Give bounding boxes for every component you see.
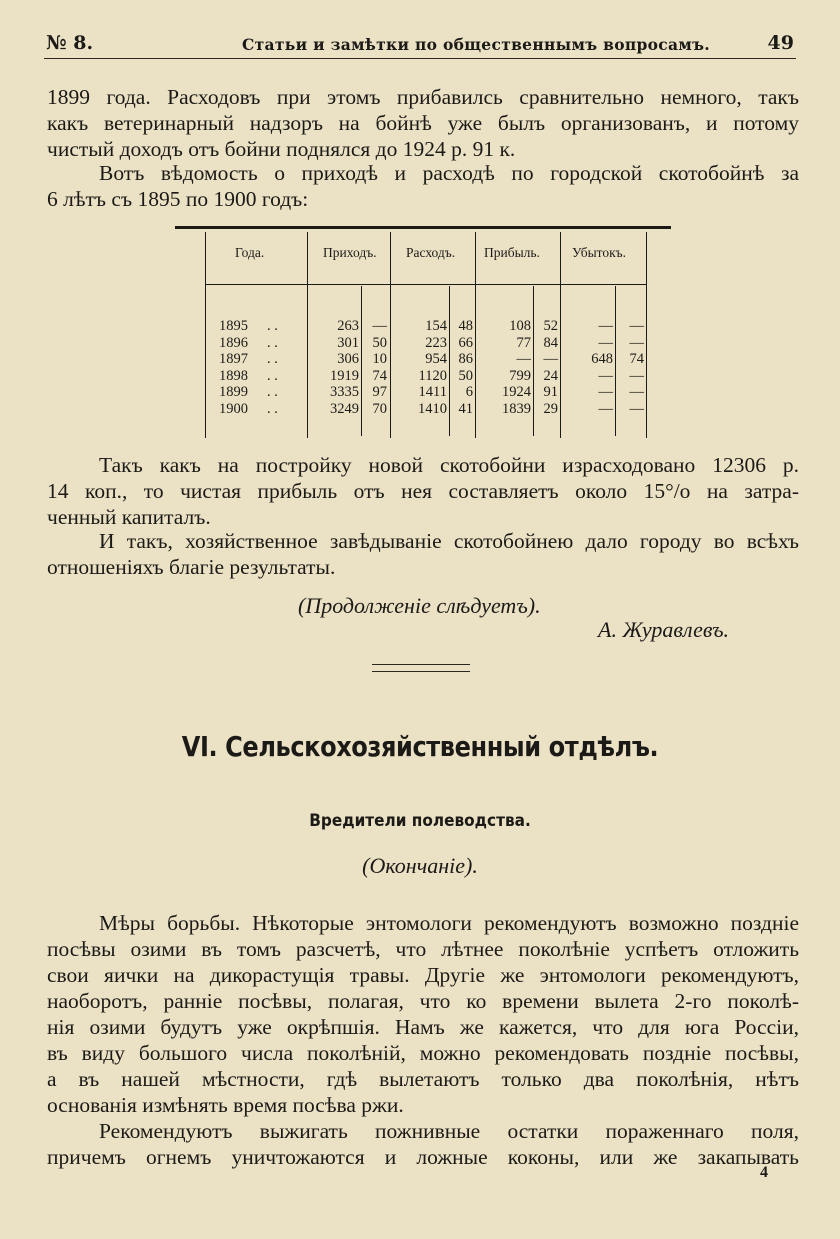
table-cell-los-k: —	[629, 318, 644, 334]
table-cell-pro-r: 1924	[502, 384, 531, 401]
text-line: Такъ какъ на постройку новой скотобойни израсходовано 12306 р.	[99, 453, 799, 477]
table-cell-los-k: —	[629, 334, 644, 351]
header-profit: Прибыль.	[484, 245, 540, 260]
table-cell-pro-k: 52	[543, 318, 558, 334]
table-cell-los-r: —	[598, 334, 613, 351]
table-cell-exp-r: 954	[425, 351, 447, 368]
table-cell-inc-k: 10	[372, 351, 387, 368]
table-cell-dots: . .	[267, 367, 278, 384]
table-cell-exp-r: 154	[425, 318, 447, 334]
header-loss: Убытокъ.	[572, 245, 627, 260]
table-cell-inc-k: 97	[372, 384, 387, 401]
table-cell-inc-r: 3335	[330, 384, 359, 401]
table-cell-pro-k: —	[543, 351, 558, 368]
text-line: основанія измѣнять время посѣва ржи.	[47, 1093, 404, 1117]
table-cell-los-k: —	[629, 367, 644, 384]
table-cell-exp-k: 86	[458, 351, 473, 368]
header-rule	[205, 284, 647, 285]
text-line: а въ нашей мѣстности, гдѣ вылетаютъ только два поколѣнія, нѣтъ	[47, 1067, 799, 1091]
continued-note: (Продолженіе слѣдуетъ).	[298, 593, 541, 618]
table-cell-dots: . .	[267, 334, 278, 351]
table-cell-pro-r: 77	[516, 334, 531, 351]
table-border	[646, 232, 647, 438]
section-divider	[372, 664, 470, 672]
table-cell-dots: . .	[267, 318, 278, 334]
section-title: VI. Сельскохозяйственный отдѣлъ.	[181, 730, 659, 763]
text-line: наоборотъ, ранніе посѣвы, полагая, что ко времени вылета 2-го поколѣ-	[47, 989, 799, 1013]
table-cell-inc-k: —	[372, 318, 387, 334]
text-line: нія озими будутъ уже окрѣпшія. Намъ же кажется, что для юга Россіи,	[47, 1015, 799, 1039]
table-cell-pro-k: 24	[543, 367, 558, 384]
header-income: Приходъ.	[323, 245, 377, 260]
table-cell-exp-r: 1411	[418, 384, 447, 401]
table-cell-pro-k: 84	[543, 334, 558, 351]
table-cell-dots: . .	[267, 401, 278, 417]
table-cell-pro-r: 799	[509, 367, 531, 384]
text-line: какъ ветеринарный надзоръ на бойнѣ уже былъ организованъ, и потому	[47, 111, 799, 135]
text-line: отношеніяхъ благіе результаты.	[47, 555, 336, 579]
header-rule	[44, 58, 796, 59]
intro-paragraph	[47, 84, 799, 162]
table-cell-pro-k: 29	[543, 401, 558, 417]
statement-paragraph	[47, 160, 799, 212]
running-title: Статьи и замѣтки по общественнымъ вопросамъ.	[242, 35, 710, 54]
column-divider	[390, 232, 391, 438]
table-cell-los-k: —	[629, 384, 644, 401]
table-cell-exp-k: 6	[465, 384, 473, 401]
issue-number: № 8.	[46, 32, 94, 54]
text-line: Рекомендуютъ выжигать пожнивные остатки пораженнаго поля,	[99, 1119, 799, 1143]
kopek-divider	[449, 286, 450, 436]
header-years: Года.	[235, 245, 265, 260]
text-line: посѣвы озими въ томъ разсчетѣ, что лѣтнее поколѣніе успѣетъ отложить	[47, 937, 799, 961]
table-cell-inc-r: 3249	[330, 401, 359, 417]
table-cell-dots: . .	[267, 351, 278, 368]
result-paragraph	[47, 528, 799, 580]
table-cell-los-r: —	[598, 401, 613, 417]
text-line: чистый доходъ отъ бойни поднялся до 1924 р. 91 к.	[47, 137, 516, 161]
table-cell-inc-r: 301	[337, 334, 359, 351]
table-cell-exp-k: 48	[458, 318, 473, 334]
column-divider	[560, 232, 561, 438]
profit-paragraph	[47, 452, 799, 530]
text-line: 1899 года. Расходовъ при этомъ прибавилсь сравнительно немного, такъ	[47, 85, 799, 109]
table-cell-year: 1899	[219, 384, 248, 401]
table-cell-exp-k: 50	[458, 367, 473, 384]
text-line: 14 коп., то чистая прибыль отъ нея составляетъ около 15°/о на затра-	[47, 479, 799, 503]
table-cell-inc-k: 50	[372, 334, 387, 351]
table-cell-pro-r: 1839	[502, 401, 531, 417]
column-divider	[307, 232, 308, 438]
table-cell-los-r: —	[598, 367, 613, 384]
table-cell-exp-r: 223	[425, 334, 447, 351]
table-cell-pro-r: —	[516, 351, 531, 368]
table-cell-los-k: —	[629, 401, 644, 417]
table-cell-exp-r: 1410	[418, 401, 447, 417]
burn-paragraph	[47, 1118, 799, 1170]
table-cell-year: 1895	[219, 318, 248, 334]
column-divider	[475, 232, 476, 438]
table-cell-exp-k: 41	[458, 401, 473, 417]
table-cell-pro-r: 108	[509, 318, 531, 334]
table-cell-los-r: —	[598, 384, 613, 401]
table-cell-los-r: —	[598, 318, 613, 334]
text-line: причемъ огнемъ уничтожаются и ложные коконы, или же закапывать	[47, 1145, 799, 1169]
table-cell-exp-r: 1120	[418, 367, 447, 384]
table-cell-exp-k: 66	[458, 334, 473, 351]
kopek-divider	[533, 286, 534, 436]
text-line: ченный капиталъ.	[47, 505, 211, 529]
measures-paragraph	[47, 910, 799, 1118]
table-cell-dots: . .	[267, 384, 278, 401]
kopek-divider	[361, 286, 362, 436]
table-cell-year: 1898	[219, 367, 248, 384]
table-cell-los-r: 648	[591, 351, 613, 368]
signature-mark: 4	[760, 1164, 768, 1181]
table-cell-inc-k: 74	[372, 367, 387, 384]
table-top-rule	[175, 226, 671, 229]
text-line: Мѣры борьбы. Нѣкоторые энтомологи рекомендуютъ возможно поздніе	[99, 911, 799, 935]
table-cell-year: 1896	[219, 334, 248, 351]
article-title: Вредители полеводства.	[309, 811, 531, 831]
table-border	[205, 232, 206, 438]
table-cell-year: 1897	[219, 351, 248, 368]
running-header	[44, 30, 796, 60]
page-number: 49	[767, 32, 794, 54]
table-cell-inc-r: 1919	[330, 367, 359, 384]
table-cell-inc-r: 306	[337, 351, 359, 368]
table-cell-pro-k: 91	[543, 384, 558, 401]
text-line: И такъ, хозяйственное завѣдываніе скотобойнею дало городу во всѣхъ	[99, 529, 799, 553]
article-note: (Окончаніе).	[362, 853, 478, 878]
text-line: 6 лѣтъ съ 1895 по 1900 годъ:	[47, 187, 309, 211]
text-line: въ виду большого числа поколѣній, можно рекомендовать поздніе посѣвы,	[47, 1041, 799, 1065]
table-cell-los-k: 74	[629, 351, 644, 368]
table-cell-year: 1900	[219, 401, 248, 417]
author-signature: А. Журавлевъ.	[598, 617, 730, 642]
text-line: свои яички на дикорастущія травы. Другіе же энтомологи рекомендуютъ,	[47, 963, 799, 987]
table-cell-inc-r: 263	[337, 318, 359, 334]
kopek-divider	[615, 286, 616, 436]
table-cell-inc-k: 70	[372, 401, 387, 417]
text-line: Вотъ вѣдомость о приходѣ и расходѣ по городской скотобойнѣ за	[99, 161, 799, 185]
header-expense: Расходъ.	[406, 245, 456, 260]
